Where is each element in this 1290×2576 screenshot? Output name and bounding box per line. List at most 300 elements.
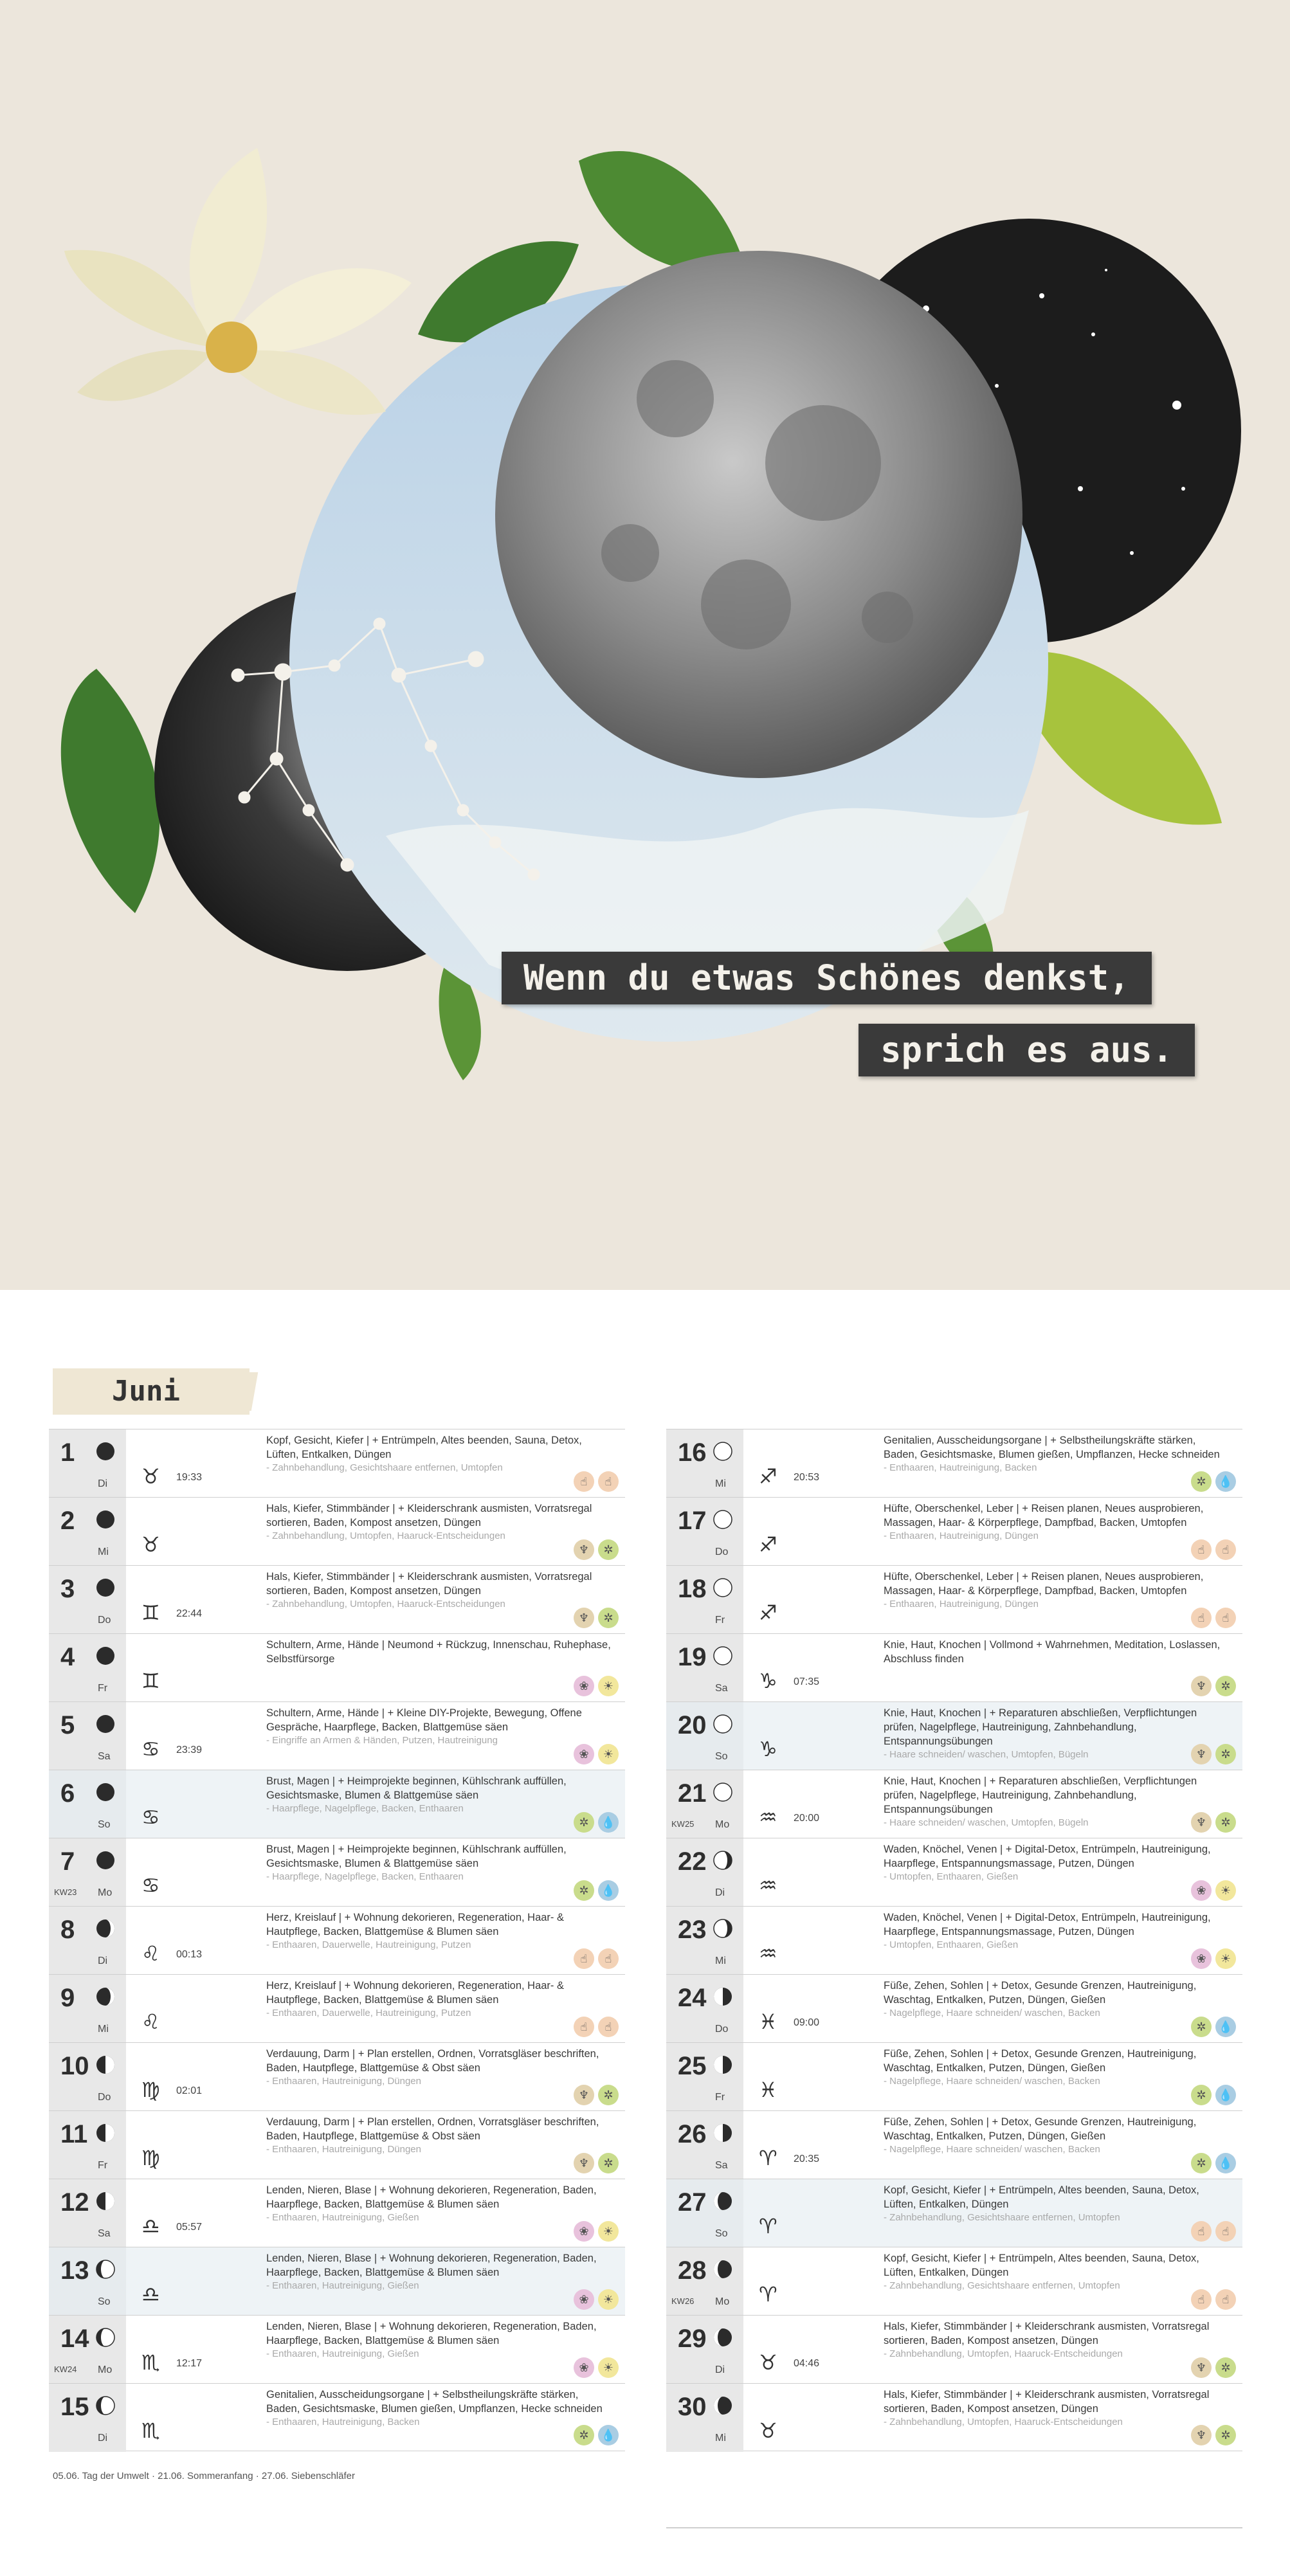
flower-icon: ❀ [1191,1948,1212,1969]
day-cell [666,1770,743,1838]
element-icons [1191,1948,1236,1969]
zodiac-sign-icon: ♏ [141,2350,160,2375]
day-recommendations [266,2319,613,2361]
zodiac-sign-icon: ♉ [759,2418,777,2443]
element-icons [574,2357,619,2378]
day-cell [666,2384,743,2452]
recommendation-text: Verdauung, Darm | + Plan erstellen, Ordnen, Vorratsgläser beschriften, Baden, Hautpflege, Blattgemüse & Obst säen [266,2048,599,2074]
day-recommendations [884,1842,1231,1883]
day-number: 11 [60,2120,88,2148]
sun-icon: ☀ [598,1676,619,1696]
day-cell [49,1702,126,1770]
moon-phase-icon [95,1441,116,1462]
avoid-text: - Zahnbehandlung, Gesichtshaare entfernen, Umtopfen [266,1462,503,1473]
element-icons [574,1812,619,1833]
moon-phase-icon [713,1918,733,1939]
sun-icon: ☀ [598,2357,619,2378]
recommendation-text: Kopf, Gesicht, Kiefer | + Entrümpeln, Altes beenden, Sauna, Detox, Lüften, Entkalken, Düngen [884,2253,1199,2278]
weekday-label: Mo [715,1819,730,1830]
recommendation-text: Knie, Haut, Knochen | + Reparaturen abschließen, Verpflichtungen prüfen, Nagelpflege, Hautreinigung, Zahnbehandlung, Entspannungsübungen [884,1707,1197,1747]
day-number: 21 [678,1779,707,1808]
element-icons [574,2085,619,2105]
moon-phase-icon [95,2327,116,2348]
day-row [666,1974,1242,2042]
hand-sun-icon: ☝ [1191,2289,1212,2310]
day-number: 17 [678,1507,707,1535]
recommendation-text: Lenden, Nieren, Blase | + Wohnung dekorieren, Regeneration, Baden, Haarpflege, Backen, Blattgemüse & Blumen säen [266,2321,597,2346]
weekday-label: Mi [98,2024,109,2035]
day-number: 9 [60,1984,75,2012]
avoid-text: - Haarpflege, Nagelpflege, Backen, Enthaaren [266,1803,464,1814]
day-recommendations [266,1433,613,1474]
sign-change-time: 02:01 [176,2085,203,2096]
day-row [49,1701,625,1770]
hand-sun-icon: ☝ [598,1471,619,1492]
element-icons [574,2153,619,2173]
asterisk-leaf-icon: ✲ [1191,1471,1212,1492]
sign-change-time: 23:39 [176,1745,203,1755]
moon-phase-icon [713,2395,733,2416]
weekday-label: Mi [98,1547,109,1557]
day-recommendations [266,1638,613,1666]
moon-phase-icon [713,2327,733,2348]
element-icons [1191,1676,1236,1696]
element-icons [1191,2017,1236,2037]
day-number: 12 [60,2188,89,2217]
root-icon: ♆ [1191,2357,1212,2378]
weekday-label: Di [98,2433,108,2444]
asterisk-leaf-icon: ✲ [598,2085,619,2105]
avoid-text: - Enthaaren, Hautreinigung, Düngen [884,1530,1039,1541]
day-cell [666,1838,743,1907]
weekday-label: Di [98,1955,108,1966]
day-row [49,2247,625,2315]
water-drop-icon: 💧 [1215,1471,1236,1492]
day-row [49,1974,625,2042]
day-cell [666,1975,743,2043]
element-icons [574,2425,619,2445]
day-row [49,1838,625,1906]
day-row [49,1429,625,1497]
day-row [666,2383,1242,2451]
day-recommendations [266,1501,613,1543]
avoid-text: - Haarpflege, Nagelpflege, Backen, Enthaaren [266,1871,464,1882]
day-cell [49,2179,126,2247]
water-drop-icon: 💧 [598,2425,619,2445]
moon-circle [495,251,1022,778]
asterisk-leaf-icon: ✲ [1215,2425,1236,2445]
weekday-label: Sa [715,1683,728,1694]
element-icons [574,2017,619,2037]
avoid-text: - Zahnbehandlung, Umtopfen, Haaruck-Entscheidungen [884,2348,1123,2359]
day-recommendations [884,1979,1231,2020]
day-cell [49,1907,126,1975]
day-cell [666,2111,743,2179]
day-row [666,1906,1242,1974]
avoid-text: - Eingriffe an Armen & Händen, Putzen, Hautreinigung [266,1735,498,1746]
weekday-label: Do [715,2024,729,2035]
asterisk-leaf-icon: ✲ [1191,2017,1212,2037]
day-row [49,2315,625,2383]
recommendation-text: Lenden, Nieren, Blase | + Wohnung dekorieren, Regeneration, Baden, Haarpflege, Backen, Blattgemüse & Blumen säen [266,2184,597,2210]
day-number: 4 [60,1643,75,1671]
day-number: 1 [60,1438,75,1467]
weekday-label: So [98,1819,111,1830]
recommendation-text: Brust, Magen | + Heimprojekte beginnen, Kühlschrank auffüllen, Gesichtsmaske, Blumen & Blattgemüse säen [266,1775,567,1801]
day-row [666,1497,1242,1565]
zodiac-sign-icon: ♈ [759,2282,777,2307]
asterisk-leaf-icon: ✲ [1215,1812,1236,1833]
day-number: 13 [60,2256,89,2285]
day-row [49,1906,625,1974]
sign-change-time: 19:33 [176,1472,203,1483]
quote-banner-line1: Wenn du etwas Schönes denkst, [502,952,1152,1004]
recommendation-text: Lenden, Nieren, Blase | + Wohnung dekorieren, Regeneration, Baden, Haarpflege, Backen, Blattgemüse & Blumen säen [266,2253,597,2278]
sun-icon: ☀ [598,2289,619,2310]
day-recommendations [884,2251,1231,2292]
moon-phase-icon [95,2191,116,2211]
zodiac-sign-icon: ♈ [759,2214,777,2238]
day-recommendations [884,1638,1231,1666]
zodiac-sign-icon: ♍ [141,2146,160,2170]
zodiac-sign-icon: ♉ [759,2350,777,2375]
weekday-label: Mi [715,1478,726,1489]
day-cell [666,2179,743,2247]
day-row [666,1701,1242,1770]
zodiac-sign-icon: ♐ [759,1464,777,1489]
calendar-week-label: KW23 [54,1887,77,1897]
root-icon: ♆ [574,1539,594,1560]
asterisk-leaf-icon: ✲ [574,2425,594,2445]
zodiac-sign-icon: ♎ [141,2282,160,2307]
zodiac-sign-icon: ♌ [141,1941,160,1966]
day-number: 27 [678,2188,707,2217]
asterisk-leaf-icon: ✲ [598,2153,619,2173]
recommendation-text: Genitalien, Ausscheidungsorgane | + Selbstheilungskräfte stärken, Baden, Gesichtsmaske, Blumen gießen, Umpflanzen, Hecke schneiden [266,2389,603,2415]
moon-phase-icon [95,2395,116,2416]
flower-icon: ❀ [574,2357,594,2378]
element-icons [574,1608,619,1628]
root-icon: ♆ [1191,1812,1212,1833]
sun-icon: ☀ [598,1744,619,1764]
day-recommendations [266,2183,613,2224]
element-icons [1191,2153,1236,2173]
moon-phase-icon [713,1646,733,1666]
zodiac-sign-icon: ♑ [759,1737,777,1761]
zodiac-sign-icon: ♉ [141,1464,160,1489]
element-icons [1191,1539,1236,1560]
recommendation-text: Knie, Haut, Knochen | + Reparaturen abschließen, Verpflichtungen prüfen, Nagelpflege, Hautreinigung, Zahnbehandlung, Entspannungsübungen [884,1775,1197,1815]
sign-change-time: 20:35 [794,2154,820,2164]
root-icon: ♆ [1191,1676,1212,1696]
moon-phase-icon [95,1509,116,1530]
moon-phase-icon [95,1714,116,1734]
zodiac-sign-icon: ♒ [759,1941,777,1966]
day-row [49,2042,625,2110]
moon-phase-icon [95,2123,116,2143]
root-icon: ♆ [574,1608,594,1628]
moon-phase-icon [95,2259,116,2280]
recommendation-text: Genitalien, Ausscheidungsorgane | + Selbstheilungskräfte stärken, Baden, Gesichtsmaske, Blumen gießen, Umpflanzen, Hecke schneiden [884,1435,1220,1460]
zodiac-sign-icon: ♐ [759,1532,777,1557]
day-recommendations [884,1433,1231,1474]
weekday-label: Mo [98,1887,113,1898]
day-number: 24 [678,1984,707,2012]
day-recommendations [266,1570,613,1611]
moon-phase-icon [713,2123,733,2143]
avoid-text: - Umtopfen, Enthaaren, Gießen [884,1939,1019,1950]
hand-sun-icon: ☝ [598,2017,619,2037]
weekday-label: Do [98,1615,111,1626]
zodiac-sign-icon: ♐ [759,1601,777,1625]
zodiac-sign-icon: ♊ [141,1669,160,1693]
asterisk-leaf-icon: ✲ [1215,1744,1236,1764]
day-cell [666,2316,743,2384]
day-recommendations [266,2047,613,2088]
day-number: 3 [60,1575,75,1603]
day-number: 6 [60,1779,75,1808]
moon-phase-icon [95,1850,116,1871]
element-icons [1191,2289,1236,2310]
root-icon: ♆ [1191,1744,1212,1764]
water-drop-icon: 💧 [1215,2153,1236,2173]
day-recommendations [884,1706,1231,1761]
day-number: 26 [678,2120,707,2148]
day-recommendations [266,1706,613,1747]
moon-phase-icon [713,1714,733,1734]
avoid-text: - Nagelpflege, Haare schneiden/ waschen, Backen [884,2076,1100,2087]
weekday-label: Fr [715,2092,725,2103]
root-icon: ♆ [574,2085,594,2105]
weekday-label: Fr [715,1615,725,1626]
zodiac-sign-icon: ♑ [759,1669,777,1693]
zodiac-sign-icon: ♓ [759,2009,777,2034]
day-recommendations [884,1570,1231,1611]
day-recommendations [266,2388,613,2429]
hand-sun-icon: ☝ [574,2017,594,2037]
day-cell [49,1975,126,2043]
zodiac-sign-icon: ♋ [141,1805,160,1829]
zodiac-sign-icon: ♍ [141,2078,160,2102]
zodiac-sign-icon: ♒ [759,1805,777,1829]
sign-change-time: 20:53 [794,1472,820,1483]
avoid-text: - Zahnbehandlung, Umtopfen, Haaruck-Entscheidungen [266,1599,505,1610]
moon-phase-icon [713,1782,733,1802]
moon-phase-icon [95,1577,116,1598]
avoid-text: - Enthaaren, Dauerwelle, Hautreinigung, Putzen [266,1939,471,1950]
sign-change-time: 09:00 [794,2017,820,2028]
day-number: 23 [678,1916,707,1944]
day-number: 20 [678,1711,707,1739]
moon-phase-icon [95,2054,116,2075]
element-icons [574,1880,619,1901]
recommendation-text: Knie, Haut, Knochen | Vollmond + Wahrnehmen, Meditation, Loslassen, Abschluss finden [884,1639,1221,1665]
day-row [49,1565,625,1633]
day-cell [666,2043,743,2111]
moon-phase-icon [95,1986,116,2007]
leaf-shape [61,669,160,913]
day-cell [49,1770,126,1838]
day-cell [666,1702,743,1770]
zodiac-sign-icon: ♊ [141,1601,160,1625]
recommendation-text: Hals, Kiefer, Stimmbänder | + Kleiderschrank ausmisten, Vorratsregal sortieren, Baden, Kompost ansetzen, Düngen [884,2389,1210,2415]
recommendation-text: Füße, Zehen, Sohlen | + Detox, Gesunde Grenzen, Hautreinigung, Waschtag, Entkalken, Putzen, Düngen, Gießen [884,1980,1197,2006]
day-cell [49,1429,126,1498]
sign-change-time: 04:46 [794,2358,820,2369]
recommendation-text: Schultern, Arme, Hände | + Kleine DIY-Projekte, Bewegung, Offene Gespräche, Haarpflege, Backen, Blattgemüse säen [266,1707,582,1733]
divider [666,2527,1242,2528]
quote-banner-line2: sprich es aus. [858,1024,1195,1076]
day-number: 10 [60,2052,89,2080]
avoid-text: - Zahnbehandlung, Umtopfen, Haaruck-Entscheidungen [266,1530,505,1541]
recommendation-text: Schultern, Arme, Hände | Neumond + Rückzug, Innenschau, Ruhephase, Selbstfürsorge [266,1639,611,1665]
weekday-label: Do [715,1547,729,1557]
recommendation-text: Hals, Kiefer, Stimmbänder | + Kleiderschrank ausmisten, Vorratsregal sortieren, Baden, Kompost ansetzen, Düngen [266,1503,592,1528]
day-recommendations [884,1501,1231,1543]
moon-phase-icon [713,1986,733,2007]
footnote: 05.06. Tag der Umwelt · 21.06. Sommeranfang · 27.06. Siebenschläfer [53,2471,355,2481]
weekday-label: Sa [98,1751,111,1762]
moon-phase-icon [95,1646,116,1666]
day-cell [666,1566,743,1634]
asterisk-leaf-icon: ✲ [598,1539,619,1560]
hand-sun-icon: ☝ [1191,1608,1212,1628]
root-icon: ♆ [574,2153,594,2173]
sign-change-time: 22:44 [176,1608,203,1619]
recommendation-text: Verdauung, Darm | + Plan erstellen, Ordnen, Vorratsgläser beschriften, Baden, Hautpflege, Blattgemüse & Obst säen [266,2116,599,2142]
moon-phase-icon [713,1441,733,1462]
day-row [49,1770,625,1838]
day-row [666,1770,1242,1838]
moon-phase-icon [713,2054,733,2075]
moon-phase-icon [713,2191,733,2211]
root-icon: ♆ [1191,2425,1212,2445]
sun-icon: ☀ [1215,1948,1236,1969]
day-recommendations [266,2251,613,2292]
element-icons [1191,1880,1236,1901]
day-cell [49,1838,126,1907]
zodiac-sign-icon: ♉ [141,1532,160,1557]
flower-icon: ❀ [1191,1880,1212,1901]
element-icons [1191,1744,1236,1764]
moon-phase-icon [713,2259,733,2280]
hand-sun-icon: ☝ [1215,2221,1236,2242]
recommendation-text: Hüfte, Oberschenkel, Leber | + Reisen planen, Neues ausprobieren, Massagen, Haar- & Körperpflege, Dampfbad, Backen, Umtopfen [884,1571,1204,1597]
weekday-label: Mo [98,2364,113,2375]
avoid-text: - Enthaaren, Hautreinigung, Gießen [266,2212,419,2223]
month-title: Juni [53,1368,250,1415]
calendar-week-label: KW24 [54,2364,77,2374]
weekday-label: So [715,1751,728,1762]
day-recommendations [884,2319,1231,2361]
moon-phase-icon [95,1782,116,1802]
day-cell [49,1566,126,1634]
recommendation-text: Herz, Kreislauf | + Wohnung dekorieren, Regeneration, Haar- & Hautpflege, Backen, Blattgemüse & Blumen säen [266,1912,565,1937]
weekday-label: Sa [98,2228,111,2239]
element-icons [574,1744,619,1764]
day-number: 5 [60,1711,75,1739]
flower-icon: ❀ [574,2221,594,2242]
day-number: 18 [678,1575,707,1603]
day-number: 8 [60,1916,75,1944]
day-cell [666,1907,743,1975]
day-recommendations [884,1910,1231,1952]
recommendation-text: Hüfte, Oberschenkel, Leber | + Reisen planen, Neues ausprobieren, Massagen, Haar- & Körperpflege, Dampfbad, Backen, Umtopfen [884,1503,1204,1528]
avoid-text: - Zahnbehandlung, Umtopfen, Haaruck-Entscheidungen [884,2417,1123,2427]
weekday-label: Fr [98,2160,108,2171]
asterisk-leaf-icon: ✲ [1215,2357,1236,2378]
weekday-label: Di [98,1478,108,1489]
avoid-text: - Enthaaren, Hautreinigung, Gießen [266,2348,419,2359]
day-cell [49,2043,126,2111]
avoid-text: - Zahnbehandlung, Gesichtshaare entfernen, Umtopfen [884,2280,1120,2291]
day-recommendations [266,1979,613,2020]
avoid-text: - Enthaaren, Hautreinigung, Backen [884,1462,1037,1473]
recommendation-text: Brust, Magen | + Heimprojekte beginnen, Kühlschrank auffüllen, Gesichtsmaske, Blumen & Blattgemüse säen [266,1844,567,1869]
recommendation-text: Herz, Kreislauf | + Wohnung dekorieren, Regeneration, Haar- & Hautpflege, Backen, Blattgemüse & Blumen säen [266,1980,565,2006]
element-icons [574,1948,619,1969]
day-number: 22 [678,1847,707,1876]
element-icons [1191,1471,1236,1492]
weekday-label: Sa [715,2160,728,2171]
day-number: 16 [678,1438,707,1467]
zodiac-sign-icon: ♋ [141,1873,160,1898]
element-icons [1191,1812,1236,1833]
zodiac-sign-icon: ♎ [141,2214,160,2238]
water-drop-icon: 💧 [1215,2085,1236,2105]
magnolia-flower [64,148,412,415]
days-column-left [49,1429,625,2451]
day-recommendations [266,1774,613,1815]
recommendation-text: Waden, Knöchel, Venen | + Digital-Detox, Entrümpeln, Hautreinigung, Haarpflege, Entspannungsmassage, Putzen, Düngen [884,1912,1211,1937]
zodiac-sign-icon: ♈ [759,2146,777,2170]
hand-sun-icon: ☝ [598,1948,619,1969]
day-recommendations [884,2183,1231,2224]
avoid-text: - Haare schneiden/ waschen, Umtopfen, Bügeln [884,1749,1089,1760]
avoid-text: - Zahnbehandlung, Gesichtshaare entfernen, Umtopfen [884,2212,1120,2223]
day-cell [49,2111,126,2179]
day-row [49,1633,625,1701]
day-number: 7 [60,1847,75,1876]
recommendation-text: Hals, Kiefer, Stimmbänder | + Kleiderschrank ausmisten, Vorratsregal sortieren, Baden, Kompost ansetzen, Düngen [266,1571,592,1597]
day-row [666,1429,1242,1497]
hand-sun-icon: ☝ [1215,1608,1236,1628]
day-row [666,1565,1242,1633]
day-row [666,2315,1242,2383]
zodiac-sign-icon: ♒ [759,1873,777,1898]
day-row [49,2383,625,2451]
day-cell [666,1429,743,1498]
avoid-text: - Umtopfen, Enthaaren, Gießen [884,1871,1019,1882]
recommendation-text: Füße, Zehen, Sohlen | + Detox, Gesunde Grenzen, Hautreinigung, Waschtag, Entkalken, Putzen, Düngen, Gießen [884,2116,1197,2142]
avoid-text: - Enthaaren, Hautreinigung, Gießen [266,2280,419,2291]
recommendation-text: Waden, Knöchel, Venen | + Digital-Detox, Entrümpeln, Hautreinigung, Haarpflege, Entspannungsmassage, Putzen, Düngen [884,1844,1211,1869]
day-recommendations [884,2115,1231,2156]
hand-sun-icon: ☝ [1191,1539,1212,1560]
element-icons [1191,1608,1236,1628]
weekday-label: Mi [715,1955,726,1966]
day-number: 30 [678,2393,707,2421]
day-cell [49,1634,126,1702]
day-row [49,1497,625,1565]
hand-sun-icon: ☝ [1191,2221,1212,2242]
moon-phase-icon [713,1577,733,1598]
asterisk-leaf-icon: ✲ [574,1812,594,1833]
avoid-text: - Haare schneiden/ waschen, Umtopfen, Bügeln [884,1817,1089,1828]
recommendation-text: Füße, Zehen, Sohlen | + Detox, Gesunde Grenzen, Hautreinigung, Waschtag, Entkalken, Putzen, Düngen, Gießen [884,2048,1197,2074]
sign-change-time: 12:17 [176,2358,203,2369]
element-icons [574,2221,619,2242]
